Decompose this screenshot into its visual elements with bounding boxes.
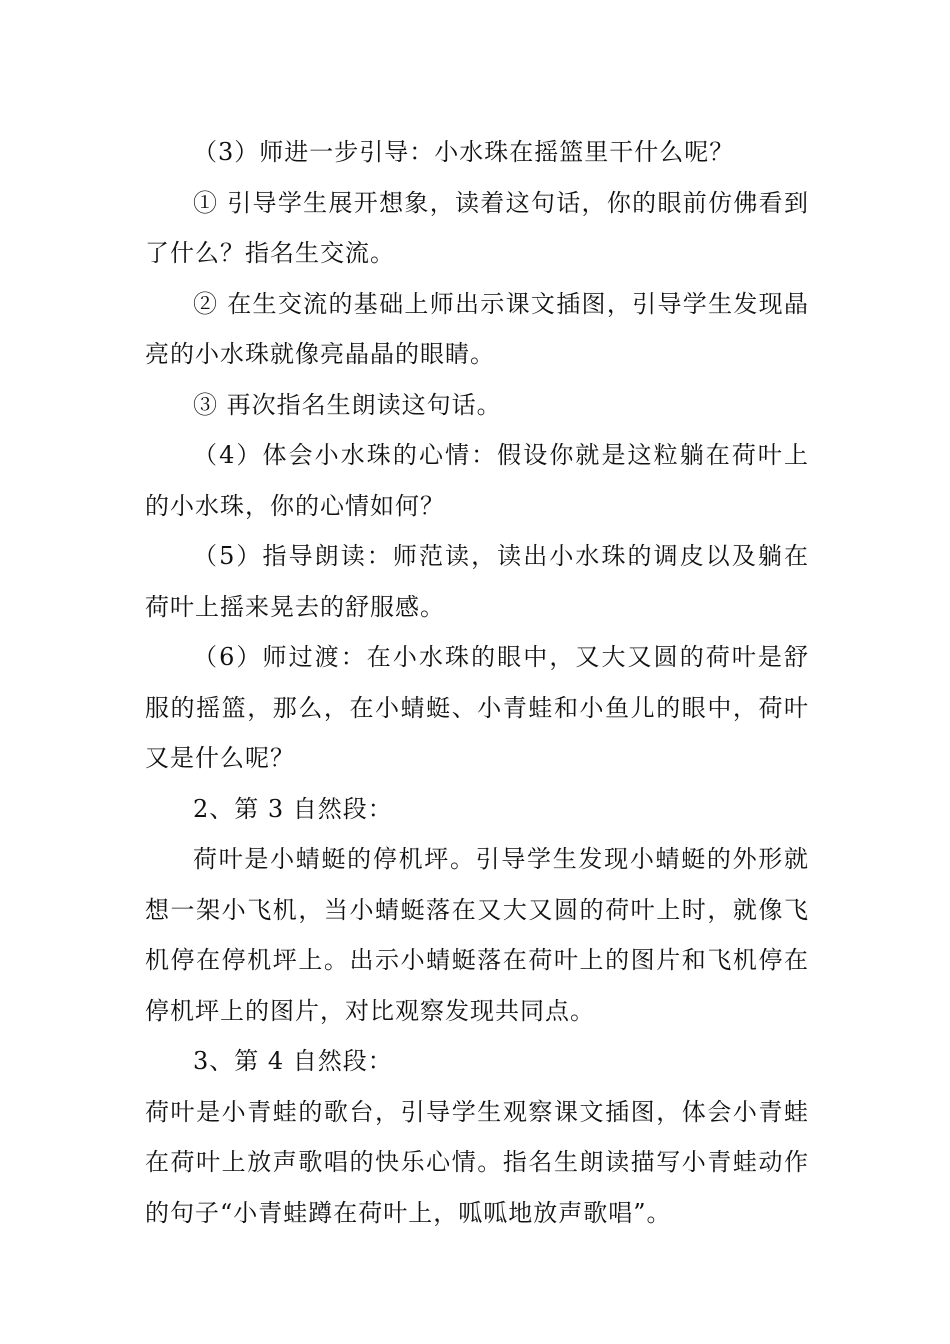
paragraph-step-4: （4）体会小水珠的心情：假设你就是这粒躺在荷叶上的小水珠，你的心情如何？ xyxy=(145,441,809,520)
document-body xyxy=(145,127,809,1238)
paragraph-dragonfly: 荷叶是小蜻蜓的停机坪。引导学生发现小蜻蜓的外形就想一架小飞机，当小蜻蜓落在又大又圆的荷叶上时，就像飞机停在停机坪上。出示小蜻蜓落在荷叶上的图片和飞机停在停机坪上的图片，对比观察发现共同点。 xyxy=(145,845,809,1025)
paragraph-item-3: ③ 再次指名生朗读这句话。 xyxy=(193,390,502,419)
paragraph-frog: 荷叶是小青蛙的歌台，引导学生观察课文插图，体会小青蛙在荷叶上放声歌唱的快乐心情。指名生朗读描写小青蛙动作的句子“小青蛙蹲在荷叶上，呱呱地放声歌唱”。 xyxy=(145,1097,809,1227)
paragraph-item-2: ② 在生交流的基础上师出示课文插图，引导学生发现晶亮的小水珠就像亮晶晶的眼睛。 xyxy=(145,289,809,368)
paragraph-item-1: ① 引导学生展开想象，读着这句话，你的眼前仿佛看到了什么？指名生交流。 xyxy=(145,188,809,267)
paragraph-step-5: （5）指导朗读：师范读，读出小水珠的调皮以及躺在荷叶上摇来晃去的舒服感。 xyxy=(145,542,809,621)
section-heading-paragraph-4: 3、第 4 自然段： xyxy=(193,1047,393,1075)
section-heading-paragraph-3: 2、第 3 自然段： xyxy=(193,794,393,823)
paragraph-step-6: （6）师过渡：在小水珠的眼中，又大又圆的荷叶是舒服的摇篮，那么，在小蜻蜓、小青蛙和小鱼儿的眼中，荷叶又是什么呢？ xyxy=(145,643,809,772)
paragraph-step-3: （3）师进一步引导：小水珠在摇篮里干什么呢？ xyxy=(193,138,735,166)
